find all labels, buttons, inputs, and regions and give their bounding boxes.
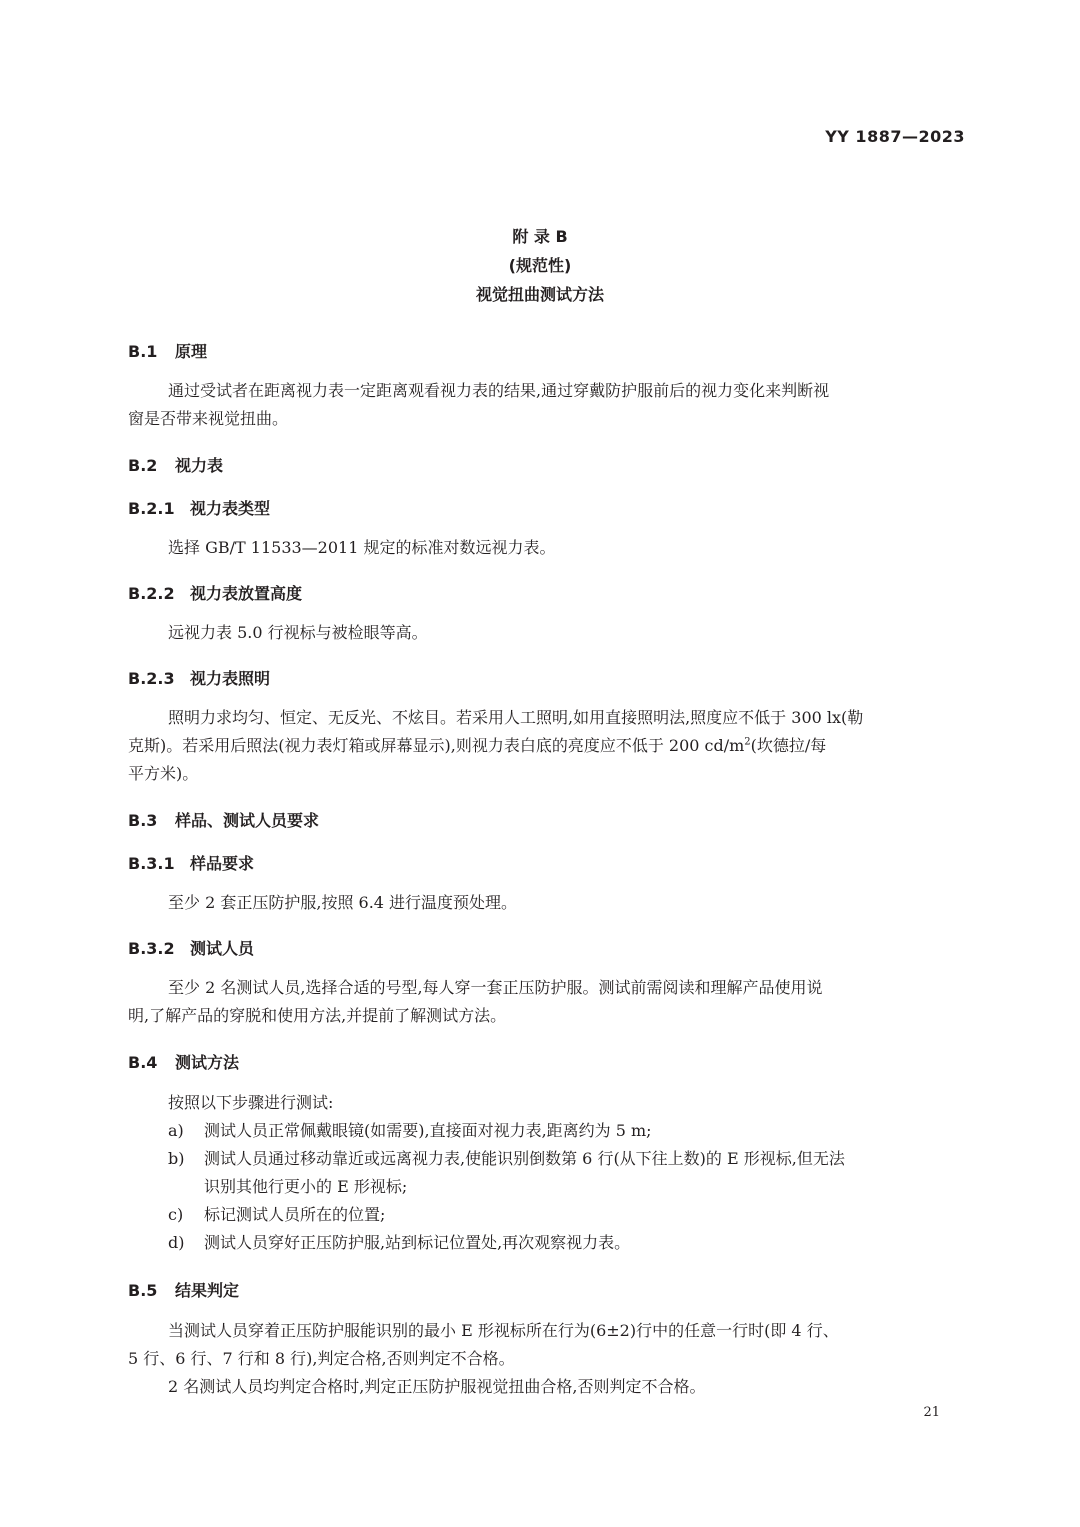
section-heading-b4 — [128, 1050, 239, 1073]
text-line: 平方米)。 — [128, 764, 199, 783]
section-heading-b2 — [128, 453, 223, 476]
document-code: YY 1887—2023 — [825, 127, 965, 146]
paragraph-b5 — [128, 1317, 964, 1401]
list-item — [168, 1145, 964, 1201]
section-number: B.2.1 — [128, 499, 175, 518]
text-line: 至少 2 名测试人员,选择合适的号型,每人穿一套正压防护服。测试前需阅读和理解产品使用说 — [168, 978, 823, 997]
list-text: 测试人员通过移动靠近或远离视力表,使能识别倒数第 6 行(从下往上数)的 E 形视标,但无法 — [204, 1149, 845, 1168]
section-title: 样品要求 — [190, 854, 255, 873]
text-line: 按照以下步骤进行测试: — [168, 1093, 334, 1112]
list-marker: d) — [168, 1233, 185, 1252]
section-title: 原理 — [175, 342, 208, 361]
list-text: 识别其他行更小的 E 形视标; — [204, 1177, 408, 1196]
paragraph-b21 — [128, 534, 964, 562]
paragraph-b1 — [128, 377, 964, 433]
section-title: 视力表类型 — [190, 499, 271, 518]
text-line: 明,了解产品的穿脱和使用方法,并提前了解测试方法。 — [128, 1006, 507, 1025]
section-heading-b23 — [128, 666, 270, 689]
paragraph-b4-intro — [128, 1089, 964, 1117]
text-line: 5 行、6 行、7 行和 8 行),判定合格,否则判定不合格。 — [128, 1349, 515, 1368]
paragraph-b31 — [128, 889, 964, 917]
text-line: 2 名测试人员均判定合格时,判定正压防护服视觉扭曲合格,否则判定不合格。 — [168, 1377, 706, 1396]
paragraph-b22 — [128, 619, 964, 647]
section-number: B.3.1 — [128, 854, 175, 873]
section-number: B.3.2 — [128, 939, 175, 958]
section-title: 测试方法 — [175, 1053, 240, 1072]
section-heading-b1 — [128, 339, 207, 362]
list-marker: c) — [168, 1205, 184, 1224]
section-title: 测试人员 — [190, 939, 255, 958]
text-line: 通过受试者在距离视力表一定距离观看视力表的结果,通过穿戴防护服前后的视力变化来判断视 — [168, 381, 830, 400]
section-heading-b31 — [128, 851, 254, 874]
list-text: 测试人员正常佩戴眼镜(如需要),直接面对视力表,距离约为 5 m; — [204, 1121, 652, 1140]
annex-title: 附 录 B — [512, 227, 568, 246]
section-title: 视力表 — [175, 456, 224, 475]
section-number: B.2 — [128, 456, 158, 475]
list-item — [168, 1201, 964, 1229]
section-number: B.2.2 — [128, 584, 175, 603]
section-number: B.1 — [128, 342, 158, 361]
list-marker: b) — [168, 1149, 185, 1168]
section-number: B.5 — [128, 1281, 158, 1300]
text-line: 窗是否带来视觉扭曲。 — [128, 409, 289, 428]
section-title: 视力表照明 — [190, 669, 271, 688]
section-number: B.2.3 — [128, 669, 175, 688]
list-item — [168, 1117, 964, 1145]
page-number: 21 — [923, 1405, 940, 1420]
paragraph-b32 — [128, 974, 964, 1030]
annex-type: (规范性) — [508, 256, 572, 275]
paragraph-b23 — [128, 704, 964, 788]
section-number: B.4 — [128, 1053, 158, 1072]
text-line: 选择 GB/T 11533—2011 规定的标准对数远视力表。 — [168, 538, 556, 557]
section-title: 视力表放置高度 — [190, 584, 303, 603]
section-heading-b3 — [128, 808, 319, 831]
text-line: 至少 2 套正压防护服,按照 6.4 进行温度预处理。 — [168, 893, 518, 912]
text-line: 照明力求均匀、恒定、无反光、不炫目。若采用人工照明,如用直接照明法,照度应不低于 300 lx(勒 — [168, 708, 864, 727]
list-text: 标记测试人员所在的位置; — [204, 1205, 386, 1224]
section-heading-b21 — [128, 496, 270, 519]
section-title: 样品、测试人员要求 — [175, 811, 320, 830]
text-line: 远视力表 5.0 行视标与被检眼等高。 — [168, 623, 428, 642]
section-heading-b5 — [128, 1278, 239, 1301]
section-heading-b32 — [128, 936, 254, 959]
section-title: 结果判定 — [175, 1281, 240, 1300]
annex-name: 视觉扭曲测试方法 — [475, 285, 604, 304]
section-heading-b22 — [128, 581, 302, 604]
section-number: B.3 — [128, 811, 158, 830]
text-line: 当测试人员穿着正压防护服能识别的最小 E 形视标所在行为(6±2)行中的任意一行时(即 4 行、 — [168, 1321, 839, 1340]
text-line: 克斯)。若采用后照法(视力表灯箱或屏幕显示),则视力表白底的亮度应不低于 200 $cd/m^2$(坎德拉/每 — [128, 736, 827, 755]
list-marker: a) — [168, 1121, 184, 1140]
list-item — [168, 1229, 964, 1257]
list-text: 测试人员穿好正压防护服,站到标记位置处,再次观察视力表。 — [204, 1233, 631, 1252]
